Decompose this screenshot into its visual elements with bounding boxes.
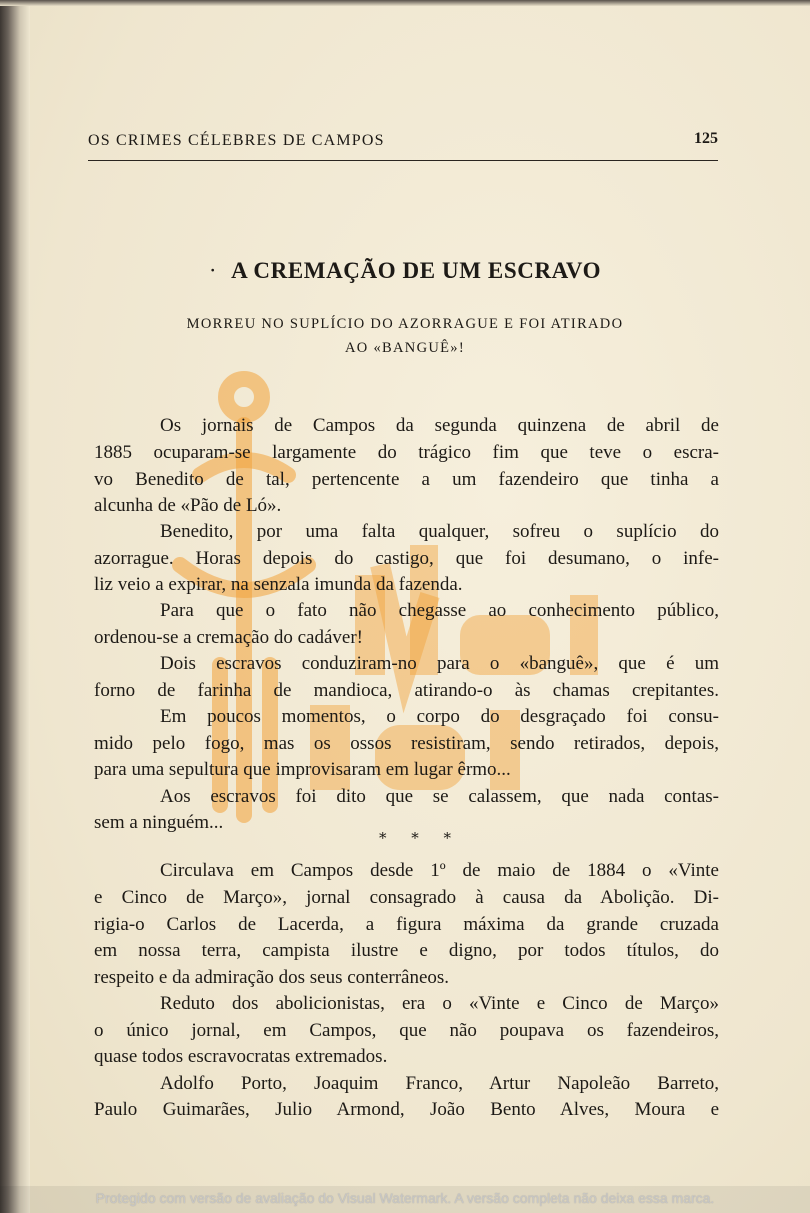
text-line: e Cinco de Março», jornal consagrado à causa da Abolição. Di-	[94, 887, 719, 908]
subtitle-line: AO «BANGUÊ»!	[345, 340, 465, 356]
text-line: Aos escravos foi dito que se calassem, que nada contas-	[160, 786, 719, 807]
text-line: 1885 ocuparam-se largamente do trágico fim que teve o escra-	[94, 442, 719, 463]
paragraph-continuation	[94, 546, 719, 573]
text-line: Os jornais de Campos da segunda quinzena de abril de	[160, 415, 719, 436]
text-line: forno de farinha de mandioca, atirando-o às chamas crepitantes.	[94, 680, 719, 701]
paragraph-end	[94, 493, 719, 520]
running-header	[88, 128, 718, 161]
paragraph-end	[94, 1044, 719, 1071]
text-line: o único jornal, em Campos, que não poupava os fazendeiros,	[94, 1020, 719, 1041]
paragraph	[94, 413, 719, 440]
article-subtitle	[0, 312, 810, 360]
paragraph-continuation	[94, 1018, 719, 1045]
paragraph	[94, 991, 719, 1018]
text-line: liz veio a expirar, na senzala imunda da fazenda.	[94, 574, 463, 595]
text-line: vo Benedito de tal, pertencente a um fazendeiro que tinha a	[94, 468, 719, 490]
paragraph-end	[94, 757, 719, 784]
paragraph	[94, 598, 719, 625]
paragraph-end	[94, 965, 719, 992]
paragraph	[94, 784, 719, 811]
title-marker: ·	[208, 258, 218, 283]
text-line: sem a ninguém...	[94, 812, 224, 833]
watermark-banner-text: Protegido com versão de avaliação do Visual Watermark. A versão completa não deixa essa marca.	[95, 1190, 715, 1206]
text-line: quase todos escravocratas extremados.	[94, 1046, 388, 1067]
text-line: ordenou-se a cremação do cadáver!	[94, 627, 364, 648]
text-line: mido pelo fogo, mas os ossos resistiram, sendo retirados, depois,	[94, 733, 719, 754]
paragraph-end	[94, 625, 719, 652]
section-separator: * * *	[378, 829, 462, 847]
text-line: Para que o fato não chegasse ao conhecimento público,	[160, 600, 719, 621]
text-line: Reduto dos abolicionistas, era o «Vinte e Cinco de Março»	[160, 993, 719, 1014]
paragraph-continuation	[94, 678, 719, 705]
paragraph	[94, 519, 719, 546]
text-line: rigia-o Carlos de Lacerda, a figura máxima da grande cruzada	[94, 913, 719, 935]
text-line: Adolfo Porto, Joaquim Franco, Artur Napoleão Barreto,	[160, 1073, 719, 1094]
paragraph	[94, 1071, 719, 1098]
paragraph-continuation	[94, 1097, 719, 1124]
paragraph-continuation	[94, 885, 719, 965]
paragraph	[94, 651, 719, 678]
text-line: azorrague. Horas depois do castigo, que foi desumano, o infe-	[94, 548, 719, 569]
article-title-text: A CREMAÇÃO DE UM ESCRAVO	[231, 258, 602, 283]
paragraph-continuation	[94, 440, 719, 493]
text-line: Paulo Guimarães, Julio Armond, João Bento Alves, Moura e	[94, 1099, 719, 1120]
text-line: para uma sepultura que improvisaram em lugar êrmo...	[94, 759, 511, 780]
text-line: Benedito, por uma falta qualquer, sofreu o suplício do	[160, 521, 719, 542]
paragraph-continuation	[94, 731, 719, 758]
text-line: em nossa terra, campista ilustre e digno, por todos títulos, do	[94, 940, 719, 961]
paragraph-end	[94, 572, 719, 599]
page-number: 125	[694, 130, 718, 147]
text-line: alcunha de «Pão de Ló».	[94, 495, 282, 516]
text-line: respeito e da admiração dos seus conterrâneos.	[94, 967, 450, 988]
text-line: Circulava em Campos desde 1º de maio de 1884 o «Vinte	[160, 860, 719, 881]
page-binding-edge	[0, 0, 30, 1213]
text-line: Em poucos momentos, o corpo do desgraçado foi consu-	[160, 706, 719, 727]
paragraph	[94, 704, 719, 731]
article-title	[0, 258, 810, 284]
running-title: OS CRIMES CÉLEBRES DE CAMPOS	[88, 132, 385, 149]
paragraph	[94, 858, 719, 885]
subtitle-line: MORREU NO SUPLÍCIO DO AZORRAGUE E FOI ATIRADO	[186, 316, 624, 332]
text-line: Dois escravos conduziram-no para o «banguê», que é um	[160, 653, 719, 674]
